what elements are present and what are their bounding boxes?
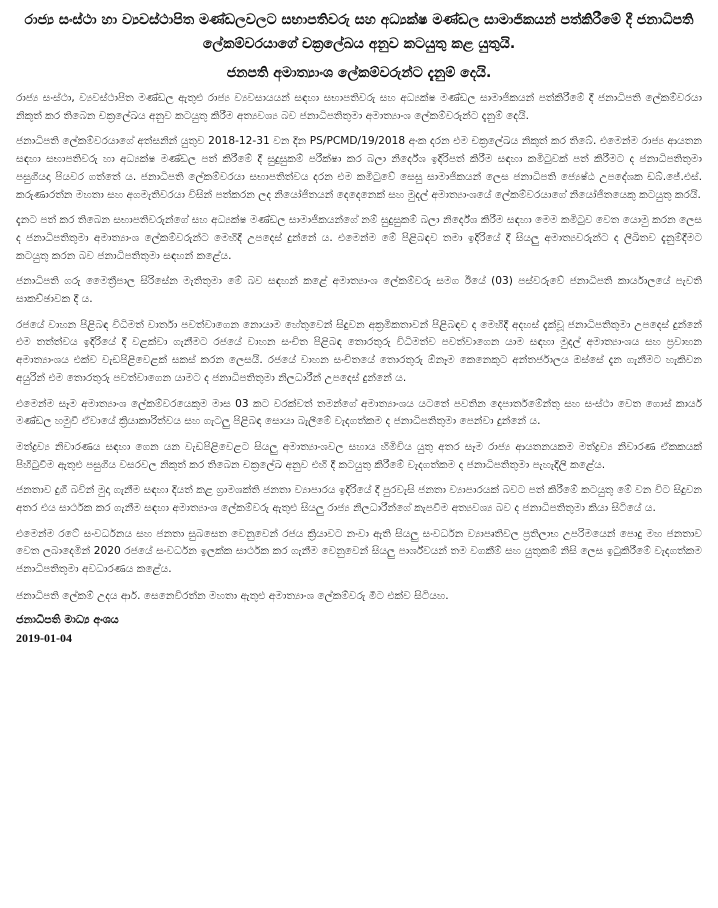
article-body (16, 90, 702, 605)
paragraph: රාජ්‍ය සංස්ථා, ව්‍යවස්ථාපිත මණ්ඩල ඇතුළු රාජ්‍ය ව්‍යවසායයන් සඳහා සභාපතිවරු සහ අධ්‍යක්ෂ මණ්ඩල සාමාජිකයන් පත්කිරීමේ දී ජනාධිපති ලේකම්වරයා නිකුත් කර තිබෙන චක්‍රලේඛය අනුව කටයුතු කිරීම අත්‍යවශ්‍ය බව ජනාධිපතිතුමා අමාත්‍යාංශ ලේකම්වරුන්ට දැනුම් දෙයි. (16, 92, 702, 122)
paragraph: ජනාධිපති ලේකම්වරයාගේ අත්සනින් යුතුව 2018-12-31 වන දින PS/PCMD/19/2018 අංක දරන එම චක්‍රලේඛය නිකුත් කර තිබේ. එමෙන්ම රාජ්‍ය ආයතන සඳහා සභාපතිවරු හා අධ්‍යක්ෂ මණ්ඩල පත් කිරීමේ දී සුදුසුකම් පරීක්ෂා කර බලා නිර්දේශ ඉදිරිපත් කිරීම සඳහා කමිටුවක් පත් කිරීමට ද ජනාධිපතිතුමා පසුගියදා පියවර ගත්තේ ය. ජනාධිපති ලේකම්වරයා සභාපතිත්වය දරන එම කමිටුවේ සෙසු සාමාජිකයන් ලෙස ජනාධිපති ජ්‍යෙෂ්ඨ උපදේශක ඩබ්.ජේ.එස්. කරුණාරත්න මහතා සහ අගමැතිවරයා විසින් පත්කරන ලද නියෝජිතයන් දෙදෙනෙක් සහ මුදල් අමාත්‍යාංශයේ ලේකම්වරයාගේ නියෝජිතයෙකු කටයුතු කරයි. (16, 135, 702, 201)
page-subtitle: ජනපති අමාත්‍යාංශ ලේකම්වරුන්ට දැනුම් දෙයි. (226, 65, 492, 81)
paragraph: මත්ද්‍රව්‍ය නිවාරණය සඳහා ගෙන යන වැඩපිළිවෙළට සියලු අමාත්‍යාංශවල සහාය හිමිවිය යුතු අතර සෑම රාජ්‍ය ආයතනයකම මත්ද්‍රව්‍ය නිවාරණ ඒකකයක් පිහිටුවීම ඇතුළු පසුගිය වසරවල නිකුත් කර තිබෙන චක්‍රලේඛ අනුව එහි දී කටයුතු කිරීමේ වැදගත්කම ද ජනාධිපතිතුමා පැහැදිලි කළේය. (16, 440, 702, 471)
paragraph: ජනතාව දුගී බවින් මුදා ගැනීම සඳහා දියත් කළ ග්‍රාමශක්ති ජනතා ව්‍යාපාරය ඉදිරියේ දී පුරවැසි ජනතා ව්‍යාපාරයක් බවට පත් කිරීමේ කටයුතු මේ වන විට සිදුවන අතර එය සාර්ථක කර ගැනීම සඳහා අමාත්‍යාංශ ලේකම්වරු ඇතුළු සියලු රාජ්‍ය නිලධාරීන්ගේ කැපවීම අත්‍යවශ්‍ය බව ද ජනාධිපතිතුමා කියා සිටියේ ය. (16, 484, 702, 515)
paragraph: එමෙන්ම සෑම අමාත්‍යාංශ ලේකම්වරයෙකුම මාස 03 කට වරක්වත් තමන්ගේ අමාත්‍යාංශය යටතේ පවතින දෙපාර්තමේන්තු සහ සංස්ථා වෙත ගොස් කාර්ය මණ්ඩල හමුවී ඒවායේ ක්‍රියාකාරිත්වය සහ ගැටලු පිළිබඳ සොයා බැලීමේ වැදගත්කම ද ජනාධිපතිතුමා පෙන්වා දුන්නේ ය. (16, 397, 702, 428)
paragraph: දැනට පත් කර තිබෙන සභාපතිවරුන්ගේ සහ අධ්‍යක්ෂ මණ්ඩල සාමාජිකයන්ගේ නම් සුදුසුකම් බලා නිර්දේශ කිරීම සඳහා මෙම කමිටුව වෙත යොමු කරන ලෙස ද ජනාධිපතිතුමා අමාත්‍යාංශ ලේකම්වරුන්ට මෙහිදී උපදෙස් දුන්නේ ය. එමෙන්ම මේ පිළිබඳව තමා ඉදිරියේ දී සියලු අමාත්‍යවරුන්ට ද ලිඛිතව දැනුම්දීමට කටයුතු කරන බව ජනාධිපතිතුමා සඳහන් කළේය. (16, 214, 702, 262)
paragraph: ජනාධිපති ගරු මෛත්‍රීපාල සිරිසේන මැතිතුමා මේ බව සඳහන් කළේ අමාත්‍යාංශ ලේකම්වරු සමග ඊයේ (03) පස්වරුවේ ජනාධිපති කාර්යාලයේ පැවති සාකච්ඡාවක දී ය. (16, 275, 702, 306)
closing-line: ජනාධිපති ලේකම් උදය ආර්. සෙනෙවිරත්න මහතා ඇතුළු අමාත්‍යාංශ ලේකම්වරු මීට එක්ව සිටියහ. (16, 589, 449, 602)
release-date: 2019-01-04 (16, 630, 72, 645)
paragraph: එමෙන්ම රටේ සංවර්ධනය සහ ජනතා සුබසෙත වෙනුවෙන් රජය ක්‍රියාවට නංවා ඇති සියලු සංවර්ධන ව්‍යාපෘතිවල ප්‍රතිලාභ උපරිමයෙන් පොදු මහ ජනතාව වෙත ලබාදෙමින් 2020 රජයේ සංවර්ධන ඉලක්ක සාර්ථක කර ගැනීම වෙනුවෙන් සියලු පාර්ශ්වයන් තම වගකීම් සහ යුතුකම් නිසි ලෙස ඉටුකිරීමේ වැදගත්කම ජනාධිපතිතුමා අවධාරණය කළේය. (16, 527, 702, 576)
page-title: රාජ්‍ය සංස්ථා හා ව්‍යවස්ථාපිත මණ්ඩලවලට සභාපතිවරු සහ අධ්‍යක්ෂ මණ්ඩල සාමාජිකයන් පත්කිරීමේ දී ජනාධිපති ලේකම්වරයාගේ චක්‍රලේඛය අනුව කටයුතු කළ යුතුයි. (24, 12, 694, 52)
issuer-signoff: ජනාධිපති මාධ්‍ය අංශය (16, 612, 119, 626)
paragraph: රජයේ වාහන පිළිබඳ විධිමත් වාර්තා පවත්වාගෙන නොයාම හේතුවෙන් සිදුවන අක්‍රමිකතාවන් පිළිබඳව ද මෙහිදී අදහස් දැක්වූ ජනාධිපතිතුමා උපදෙස් දුන්නේ එම තත්ත්වය ඉදිරියේ දී වළක්වා ගැනීමට රජයේ වාහන සංචිත පිළිබඳ තොරතුරු විධිමත්ව පවත්වාගෙන යාම සඳහා මුදල් අමාත්‍යාංශය සහ ප්‍රවාහන අමාත්‍යාංශය එක්ව වැඩපිළිවෙළක් සකස් කරන ලෙසයි. රජයේ වාහන සංචිතයේ තොරතුරු ඕනෑම කෙනෙකුට අන්තර්ජාලය ඔස්සේ දැන ගැනීමට හැකිවන අයුරින් එම තොරතුරු පවත්වාගෙන යාමට ද ජනාධිපතිතුමා නිලධාරීන් උපදෙස් දුන්නේ ය. (16, 318, 702, 384)
